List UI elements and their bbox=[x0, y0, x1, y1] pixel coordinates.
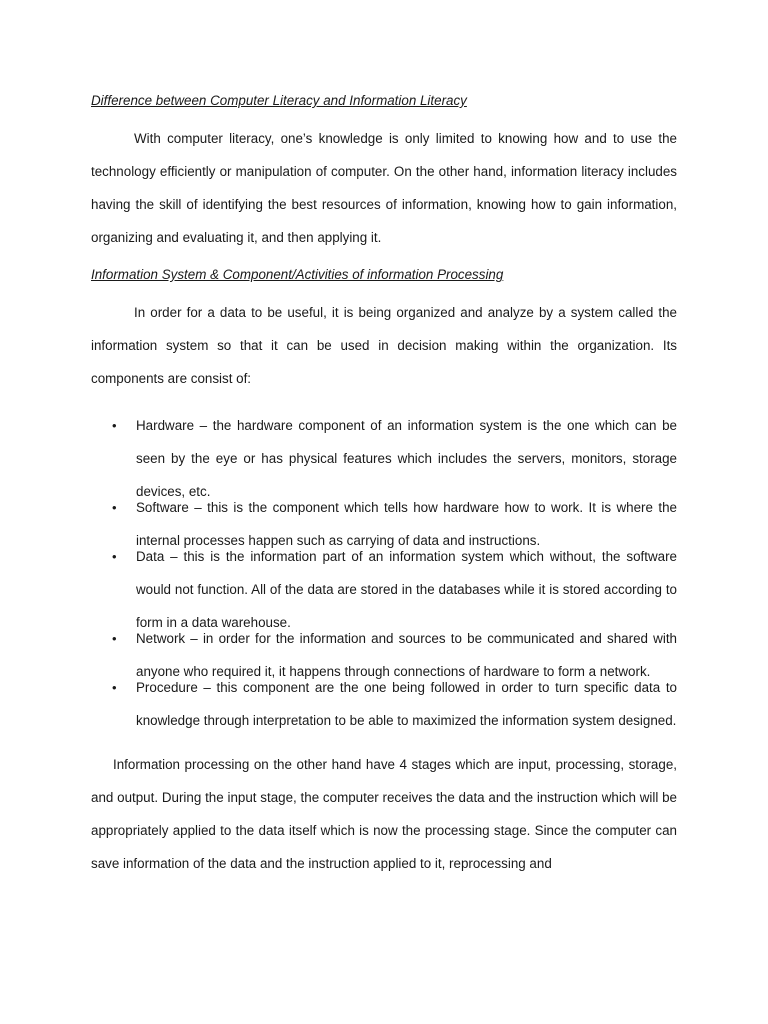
list-item-text: Hardware – the hardware component of an information system is the one which can be seen by the eye or has physical features which includes the servers, monitors, storage devices, etc. bbox=[136, 418, 677, 499]
document-body bbox=[91, 90, 677, 880]
list-item-text: Data – this is the information part of an information system which without, the software would not function. All of the data are stored in the databases while it is stored according to form in a data warehouse. bbox=[136, 549, 677, 630]
heading-literacy-difference: Difference between Computer Literacy and Information Literacy bbox=[91, 93, 467, 108]
bullet-icon: • bbox=[112, 680, 117, 695]
paragraph-literacy: With computer literacy, one’s knowledge is only limited to knowing how and to use the technology efficiently or manipulation of computer. On the other hand, information literacy includes having the skill of identifying the best resources of information, knowing how to gain information, organizing and evaluating it, and then applying it. bbox=[91, 131, 677, 245]
bullet-icon: • bbox=[112, 549, 117, 564]
bullet-icon: • bbox=[112, 631, 117, 646]
heading-information-system: Information System & Component/Activities of information Processing bbox=[91, 267, 504, 282]
paragraph-information-processing: Information processing on the other hand have 4 stages which are input, processing, storage, and output. During the input stage, the computer receives the data and the instruction which will be appropriately applied to the data itself which is now the processing stage. Since the computer can save information of the data and the instruction applied to it, reprocessing and bbox=[91, 757, 677, 871]
list-item-text: Network – in order for the information and sources to be communicated and shared with anyone who required it, it happens through connections of hardware to form a network. bbox=[136, 631, 677, 679]
bullet-icon: • bbox=[112, 418, 117, 433]
list-item-procedure bbox=[91, 671, 677, 737]
paragraph-information-system: In order for a data to be useful, it is being organized and analyze by a system called the information system so that it can be used in decision making within the organization. Its components are consist of: bbox=[91, 305, 677, 386]
list-item-text: Procedure – this component are the one being followed in order to turn specific data to knowledge through interpretation to be able to maximized the information system designed. bbox=[136, 680, 677, 728]
components-list bbox=[91, 409, 677, 737]
bullet-icon: • bbox=[112, 500, 117, 515]
list-item-text: Software – this is the component which tells how hardware how to work. It is where the internal processes happen such as carrying of data and instructions. bbox=[136, 500, 677, 548]
